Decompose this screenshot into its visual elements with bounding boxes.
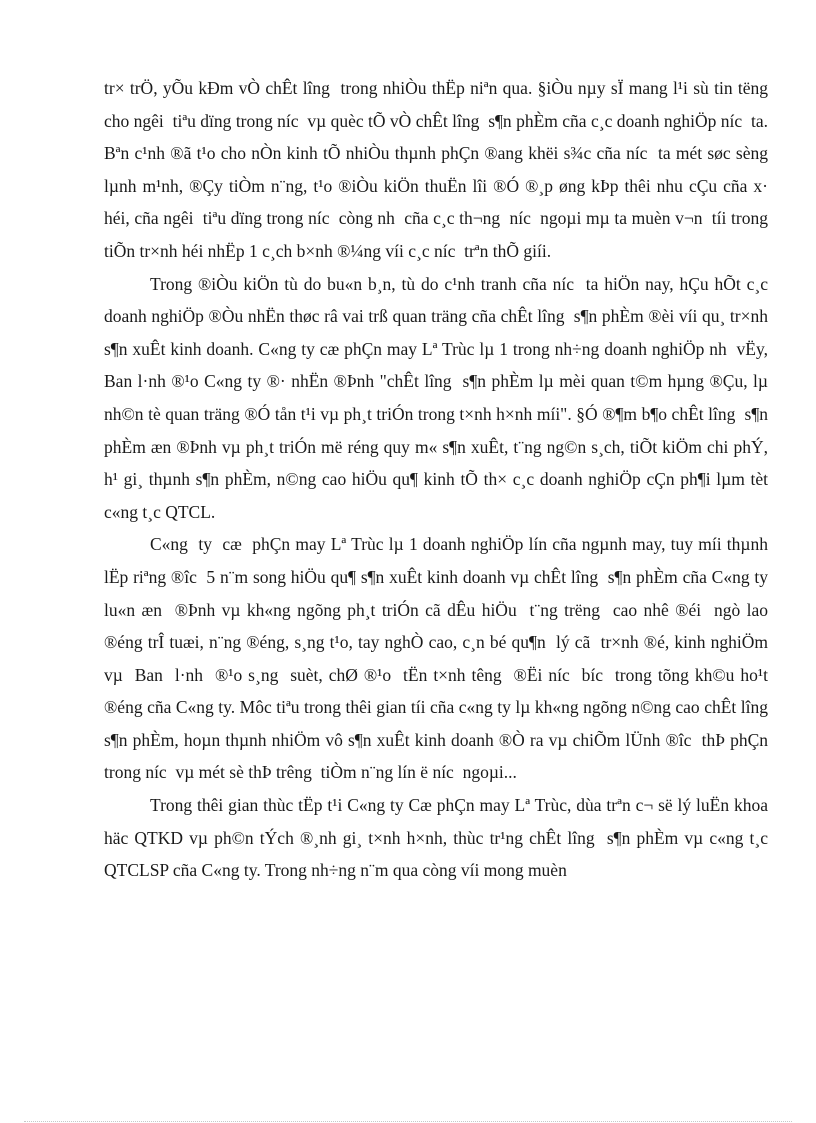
paragraph-3: C«ng ty cæ phÇn may Lª Trùc lµ 1 doanh nghiÖp lín cña ngµnh may, tuy míi thµnh lËp riªng ®îc 5 n¨m song hiÖu qu¶ s¶n xuÊt kinh doanh vµ chÊt lîng s¶n phÈm cña C«ng ty lu«n æn ®Þnh vµ kh«ng ngõng ph¸t triÓn cã dÊu hiÖu t¨ng trëng cao nhê ®éi ngò lao ®éng trÎ tuæi, n¨ng ®éng, s¸ng t¹o, tay nghÒ cao, c¸n bé qu¶n lý cã tr×nh ®é, kinh nghiÖm vµ Ban l·nh ®¹o s¸ng suèt, chØ ®¹o tËn t×nh têng ®Ëi níc bíc trong tõng kh©u ho¹t ®éng cña C«ng ty. Môc tiªu trong thêi gian tíi cña c«ng ty lµ kh«ng ngõng n©ng cao chÊt lîng s¶n phÈm, hoµn thµnh nhiÖm vô s¶n xuÊt kinh doanh ®Ò ra vµ chiÕm lÜnh ®îc thÞ phÇn trong níc vµ mét sè thÞ trêng tiÒm n¨ng lín ë níc ngoµi... bbox=[104, 534, 777, 783]
body-text bbox=[104, 72, 777, 887]
paragraph-4: Trong thêi gian thùc tËp t¹i C«ng ty Cæ phÇn may Lª Trùc, dùa trªn c¬ së lý luËn khoa häc QTKD vµ ph©n tÝch ®¸nh gi¸ t×nh h×nh, thùc tr¹ng chÊt lîng s¶n phÈm vµ c«ng t¸c QTCLSP cña C«ng ty. Trong nh÷ng n¨m qua còng víi mong muèn bbox=[104, 795, 773, 881]
paragraph-1: tr× trÖ, yÕu kÐm vÒ chÊt lîng trong nhiÒu thËp niªn qua. §iÒu nµy sÏ mang l¹i sù tin tëng cho ngêi tiªu dïng trong níc vµ quèc tÕ vÒ chÊt lîng s¶n phÈm cña c¸c doanh nghiÖp níc ta. Bªn c¹nh ®ã t¹o cho nÒn kinh tÕ nhiÒu thµnh phÇn ®ang khëi s¾c cña níc ta mét søc sèng lµnh m¹nh, ®Çy tiÒm n¨ng, t¹o ®iÒu kiÖn thuËn lîi ®Ó ®¸p øng kÞp thêi nhu cÇu cña x· héi, cña ngêi tiªu dïng trong níc còng nh cña c¸c th¬ng níc ngoµi mµ ta muèn v¬n tíi trong tiÕn tr×nh héi nhËp 1 c¸ch b×nh ®¼ng víi c¸c níc trªn thÕ giíi. bbox=[104, 78, 777, 261]
paragraph-2: Trong ®iÒu kiÖn tù do bu«n b¸n, tù do c¹nh tranh cña níc ta hiÖn nay, hÇu hÕt c¸c doanh nghiÖp ®Òu nhËn thøc râ vai trß quan träng cña chÊt lîng s¶n phÈm ®èi víi qu¸ tr×nh s¶n xuÊt kinh doanh. C«ng ty cæ phÇn may Lª Trùc lµ 1 trong nh÷ng doanh nghiÖp nh vËy, Ban l·nh ®¹o C«ng ty ®· nhËn ®Þnh "chÊt lîng s¶n phÈm lµ mèi quan t©m hµng ®Çu, lµ nh©n tè quan träng ®Ó tån t¹i vµ ph¸t triÓn trong t×nh h×nh míi". §Ó ®¶m b¶o chÊt lîng s¶n phÈm æn ®Þnh vµ ph¸t triÓn më réng quy m« s¶n xuÊt, t¨ng ng©n s¸ch, tiÕt kiÖm chi phÝ, h¹ gi¸ thµnh s¶n phÈm, n©ng cao hiÖu qu¶ kinh tÕ th× c¸c doanh nghiÖp cÇn ph¶i lµm tèt c«ng t¸c QTCL. bbox=[104, 273, 773, 522]
page-bottom-border bbox=[24, 1121, 792, 1122]
